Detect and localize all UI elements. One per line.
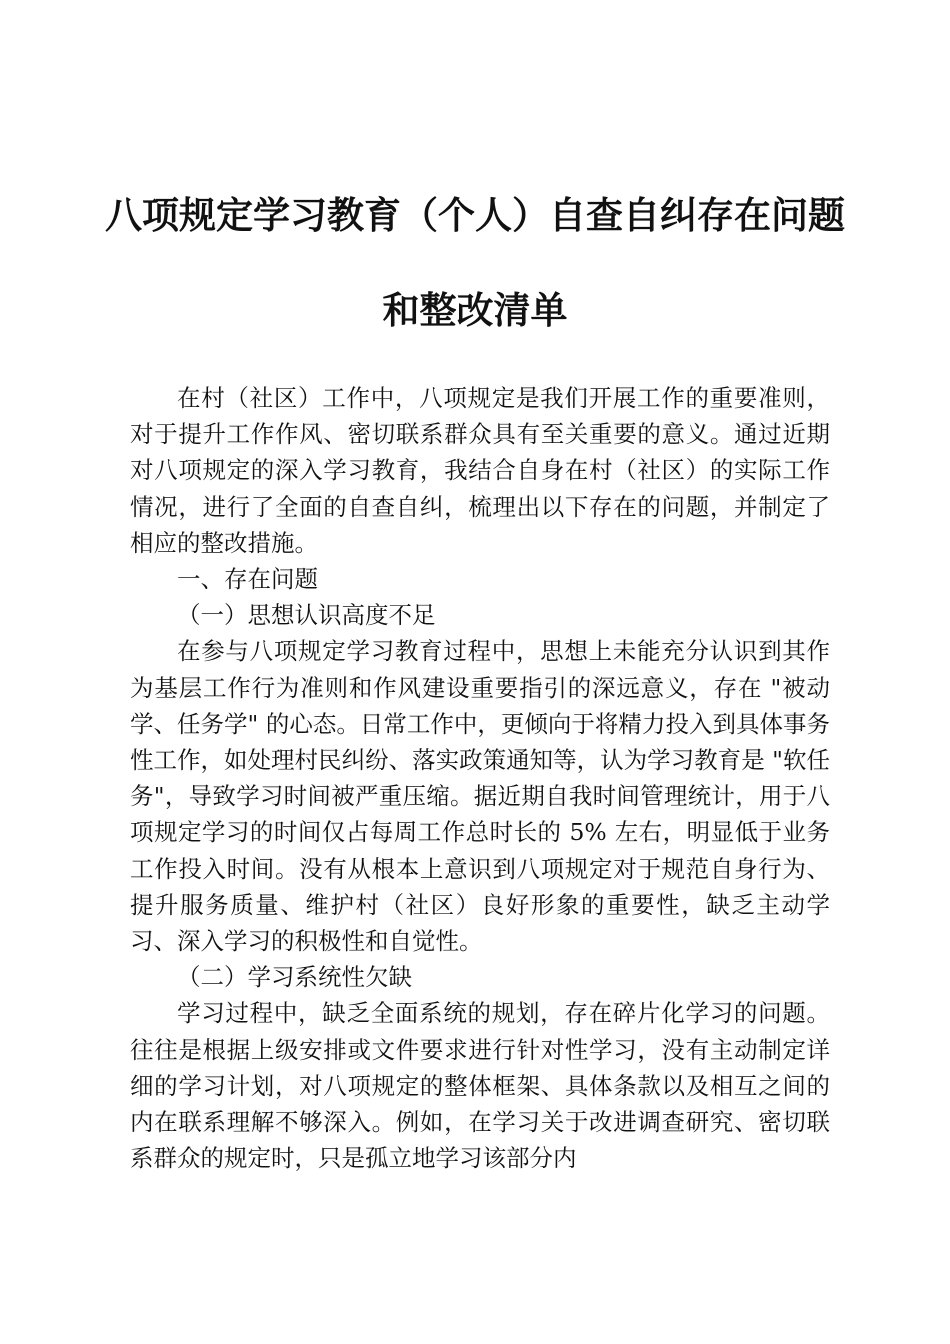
intro-paragraph: 在村（社区）工作中，八项规定是我们开展工作的重要准则，对于提升工作作风、密切联系群众具有至关重要的意义。通过近期对八项规定的深入学习教育，我结合自身在村（社区）的实际工作情况，进行了全面的自查自纠，梳理出以下存在的问题，并制定了相应的整改措施。: [130, 384, 830, 557]
section-heading: 一、存在问题: [177, 565, 318, 594]
body-paragraph: 学习过程中，缺乏全面系统的规划，存在碎片化学习的问题。往往是根据上级安排或文件要求进行针对性学习，没有主动制定详细的学习计划，对八项规定的整体框架、具体条款以及相互之间的内在联系理解不够深入。例如，在学习关于改进调查研究、密切联系群众的规定时，只是孤立地学习该部分内: [130, 999, 830, 1173]
body-paragraph: 在参与八项规定学习教育过程中，思想上未能充分认识到其作为基层工作行为准则和作风建设重要指引的深远意义，存在 "被动学、任务学" 的心态。日常工作中，更倾向于将精力投入到具体事务性工作，如处理村民纠纷、落实政策通知等，认为学习教育是 "软任务"，导致学习时间被严重压缩。据近期自我时间管理统计，用于八项规定学习的时间仅占每周工作总时长的 5% 左右，明显低于业务工作投入时间。没有从根本上意识到八项规定对于规范自身行为、提升服务质量、维护村（社区）良好形象的重要性，缺乏主动学习、深入学习的积极性和自觉性。: [130, 637, 830, 956]
subsection-heading: （一）思想认识高度不足: [177, 601, 436, 630]
subsection-heading: （二）学习系统性欠缺: [177, 963, 412, 992]
document-body: [130, 380, 830, 1176]
document-title-line1: 八项规定学习教育（个人）自查自纠存在问题: [105, 194, 845, 237]
document-title-line2: 和整改清单: [382, 289, 568, 332]
